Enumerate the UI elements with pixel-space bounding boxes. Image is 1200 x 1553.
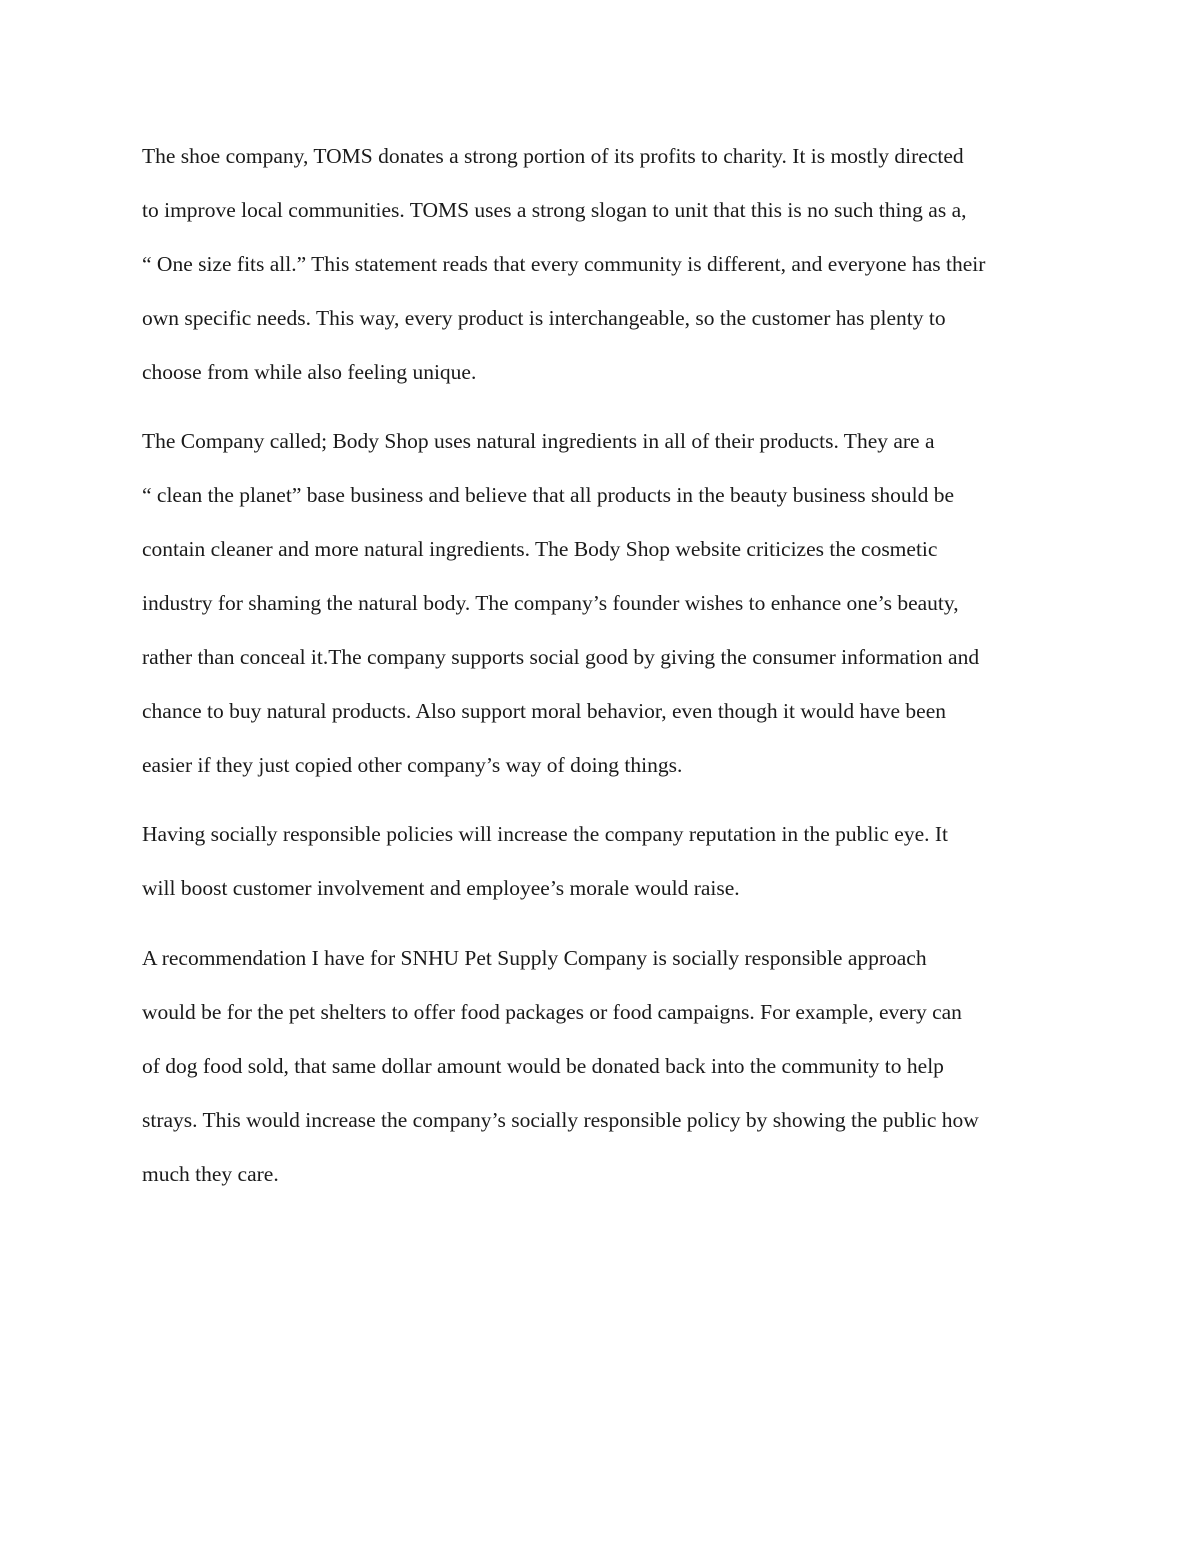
document-body [142, 129, 1067, 1201]
paragraph-body-shop [142, 414, 1067, 792]
text-line: easier if they just copied other company’s way of doing things. [142, 753, 683, 777]
text-line: “ One size fits all.” This statement reads that every community is different, and everyone has their [142, 252, 986, 276]
text-line: chance to buy natural products. Also support moral behavior, even though it would have been [142, 699, 946, 723]
paragraph-policies [142, 807, 1067, 915]
paragraph-recommendation [142, 931, 1067, 1201]
text-line: to improve local communities. TOMS uses a strong slogan to unit that this is no such thing as a, [142, 198, 967, 222]
text-line: industry for shaming the natural body. The company’s founder wishes to enhance one’s beauty, [142, 591, 959, 615]
text-line: rather than conceal it.The company supports social good by giving the consumer information and [142, 645, 980, 669]
paragraph-toms [142, 129, 1067, 399]
text-line: The shoe company, TOMS donates a strong portion of its profits to charity. It is mostly directed [142, 144, 964, 168]
text-line: The Company called; Body Shop uses natural ingredients in all of their products. They are a [142, 429, 935, 453]
text-line: would be for the pet shelters to offer food packages or food campaigns. For example, every can [142, 1000, 962, 1024]
text-line: Having socially responsible policies will increase the company reputation in the public eye. It [142, 822, 949, 846]
text-line: A recommendation I have for SNHU Pet Supply Company is socially responsible approach [142, 946, 927, 970]
text-line: of dog food sold, that same dollar amount would be donated back into the community to help [142, 1054, 944, 1078]
text-line: own specific needs. This way, every product is interchangeable, so the customer has plenty to [142, 306, 946, 330]
text-line: “ clean the planet” base business and believe that all products in the beauty business should be [142, 483, 954, 507]
text-line: contain cleaner and more natural ingredients. The Body Shop website criticizes the cosmetic [142, 537, 938, 561]
text-line: choose from while also feeling unique. [142, 360, 477, 384]
text-line: will boost customer involvement and employee’s morale would raise. [142, 876, 740, 900]
text-line: strays. This would increase the company’s socially responsible policy by showing the public how [142, 1108, 979, 1132]
text-line: much they care. [142, 1162, 279, 1186]
